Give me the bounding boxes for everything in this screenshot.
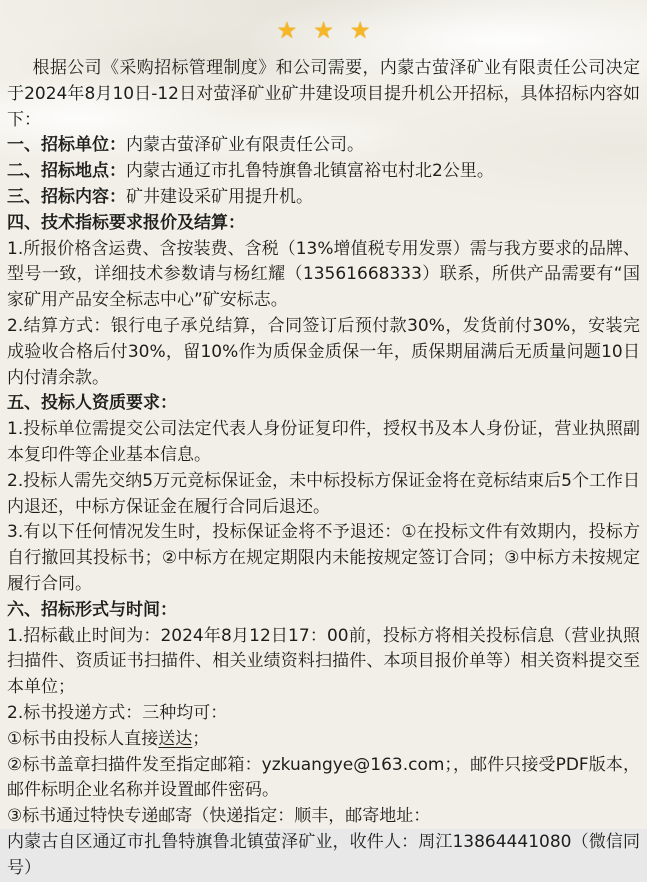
section-5-deposit-terms: 2.投标人需先交纳5万元竞标保证金，未中标投标方保证金将在竞标结束后5个工作日内退还，中标方保证金在履行合同后退还。: [7, 470, 640, 517]
method-direct-suffix: ；: [192, 728, 210, 749]
section-6-method-express: ③标书通过特快专递邮寄（快递指定：顺丰，邮寄地址：: [7, 806, 431, 827]
tender-location-line: [7, 159, 640, 185]
tender-content-label: 三、招标内容：: [7, 186, 126, 207]
section-5-qualification-docs: 1.投标单位需提交公司法定代表人身份证复印件，授权书及本人身份证，营业执照副本复印件等企业基本信息。: [7, 419, 640, 465]
section-4-payment-terms: 2.结算方式：银行电子承兑结算，合同签订后预付款30%，发货前付30%，安装完成验收合格后付30%，留10%作为质保金质保一年，质保期届满后无质量问题10日内付清余款。: [7, 315, 640, 388]
tender-unit-value: 内蒙古萤泽矿业有限责任公司。: [126, 135, 364, 156]
star-icon: ★: [276, 18, 298, 44]
tender-location-label: 二、招标地点：: [7, 161, 126, 182]
section-4-price-terms: 1.所报价格含运费、含按装费、含税（13%增值税专用发票）需与我方要求的品牌、型号一致，详细技术参数请与杨红耀（13561668333）联系，所供产品需要有“国家矿用产品安全标志中心”矿安标志。: [7, 238, 640, 311]
intro-paragraph: 根据公司《采购招标管理制度》和公司需要，内蒙古萤泽矿业有限责任公司决定于2024年8月10日-12日对萤泽矿业矿井建设项目提升机公开招标，具体招标内容如下：: [7, 58, 640, 130]
star-decoration: [7, 14, 640, 54]
section-6-deadline: 1.招标截止时间为：2024年8月12日17：00前，投标方将相关投标信息（营业执照扫描件、资质证书扫描件、相关业绩资料扫描件、本项目报价单等）相关资料提交至本单位；: [7, 625, 640, 698]
method-direct-underlined: 送达: [158, 728, 193, 749]
section-6-method-email: ②标书盖章扫描件发至指定邮箱：yzkuangye@163.com；，邮件只接受PDF版本，邮件标明企业名称并设置邮件密码。: [7, 754, 640, 801]
method-direct-prefix: ①标书由投标人直接: [7, 728, 159, 749]
tender-content-line: [7, 185, 640, 211]
section-5-heading: 五、投标人资质要求：: [7, 393, 177, 414]
section-6-methods-intro: 2.标书投递方式：三种均可：: [7, 702, 228, 723]
section-6-heading: 六、招标形式与时间：: [7, 599, 177, 620]
section-4-heading: 四、技术指标要求报价及结算：: [7, 212, 245, 233]
tender-location-value: 内蒙古通辽市扎鲁特旗鲁北镇富裕屯村北2公里。: [126, 161, 494, 182]
tender-unit-label: 一、招标单位：: [7, 135, 126, 156]
section-6-method-direct: [7, 727, 640, 753]
tender-content-value: 矿井建设采矿用提升机。: [126, 186, 313, 207]
tender-unit-line: [7, 133, 640, 159]
section-6-mail-address: 内蒙古自区通辽市扎鲁特旗鲁北镇萤泽矿业，收件人：周江13864441080（微信同号）: [7, 831, 640, 878]
star-icon: ★: [313, 18, 334, 44]
star-icon: ★: [349, 18, 371, 44]
section-5-deposit-forfeit-terms: 3.有以下任何情况发生时，投标保证金将不予退还：①在投标文件有效期内，投标方自行撤回其投标书；②中标方在规定期限内未能按规定签订合同；③中标方未按规定履行合同。: [7, 522, 640, 594]
